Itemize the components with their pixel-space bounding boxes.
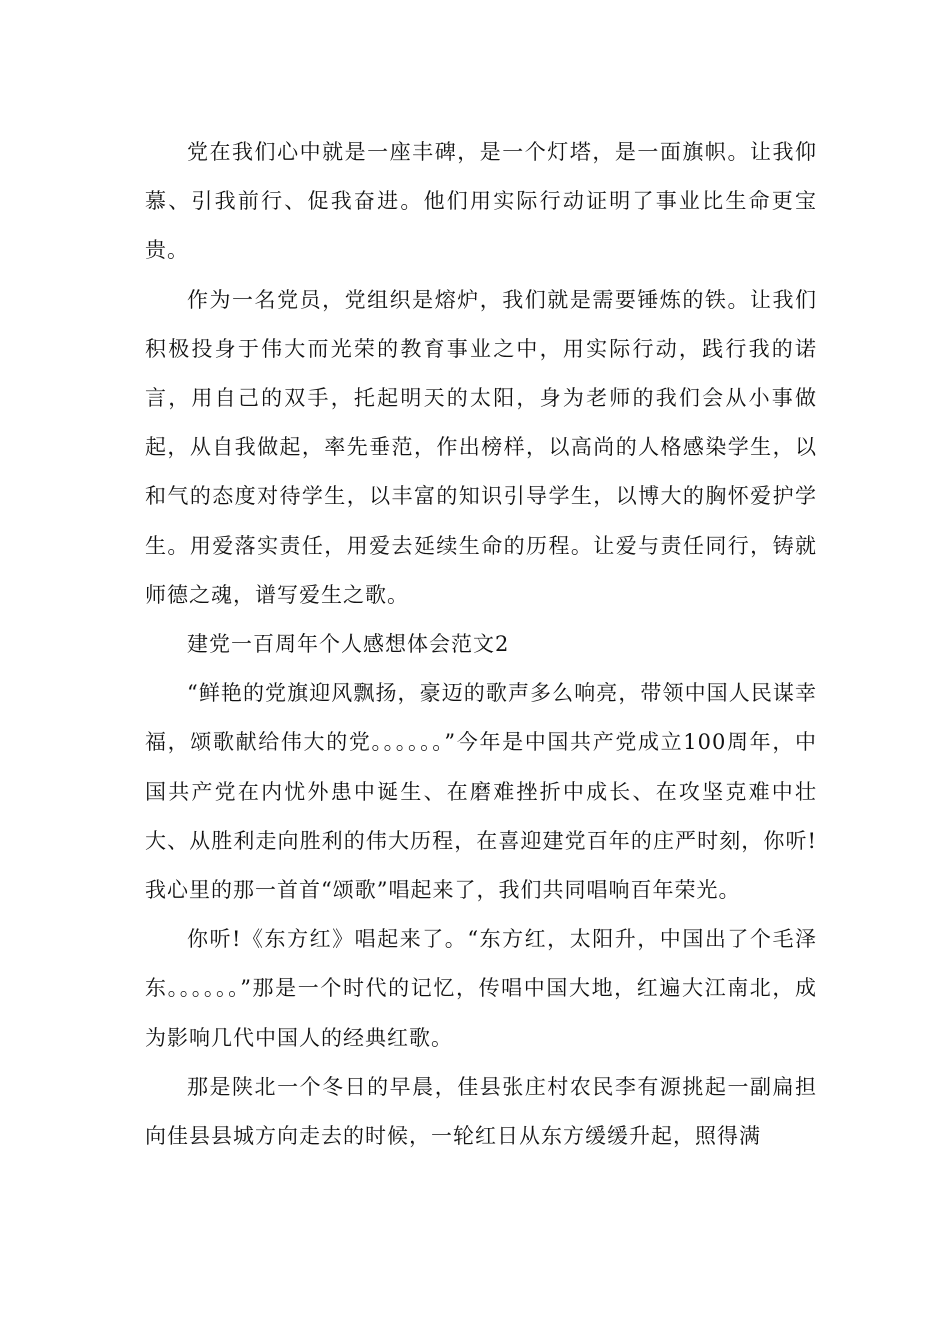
- paragraph-3: “鲜艳的党旗迎风飘扬，豪迈的歌声多么响亮，带领中国人民谋幸福，颂歌献给伟大的党。。。。。。”今年是中国共产党成立100周年，中国共产党在内忧外患中诞生、在磨难挫折中成长、在攻坚克难中壮大、从胜利走向胜利的伟大历程，在喜迎建党百年的庄严时刻，你听!我心里的那一首首“颂歌”唱起来了，我们共同唱响百年荣光。: [145, 681, 817, 903]
- document-body: [145, 128, 817, 1161]
- paragraph-4: 你听!《东方红》唱起来了。“东方红，太阳升，中国出了个毛泽东。。。。。。”那是一个时代的记忆，传唱中国大地，红遍大江南北，成为影响几代中国人的经典红歌。: [145, 927, 817, 1050]
- paragraph-5: 那是陕北一个冬日的早晨，佳县张庄村农民李有源挑起一副扁担向佳县县城方向走去的时候，一轮红日从东方缓缓升起，照得满: [145, 1074, 817, 1149]
- paragraph-2: 作为一名党员，党组织是熔炉，我们就是需要锤炼的铁。让我们积极投身于伟大而光荣的教育事业之中，用实际行动，践行我的诺言，用自己的双手，托起明天的太阳，身为老师的我们会从小事做起，从自我做起，率先垂范，作出榜样，以高尚的人格感染学生，以和气的态度对待学生，以丰富的知识引导学生，以博大的胸怀爱护学生。用爱落实责任，用爱去延续生命的历程。让爱与责任同行，铸就师德之魂，谱写爱生之歌。: [145, 287, 817, 607]
- section-heading: 建党一百周年个人感想体会范文2: [187, 632, 510, 657]
- paragraph-1: 党在我们心中就是一座丰碑，是一个灯塔，是一面旗帜。让我仰慕、引我前行、促我奋进。他们用实际行动证明了事业比生命更宝贵。: [145, 140, 817, 263]
